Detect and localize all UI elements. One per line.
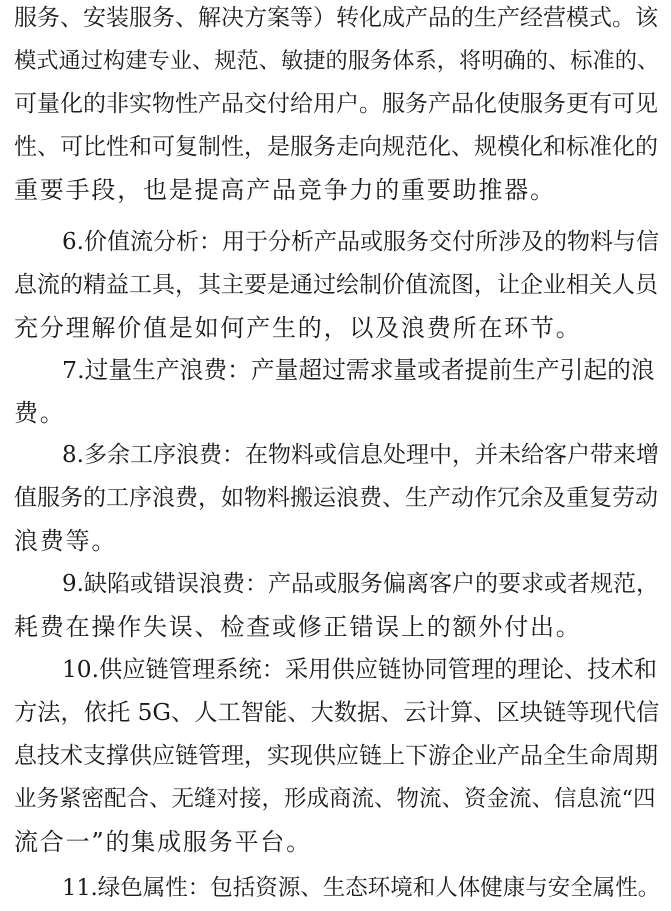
paragraph-8-heading-line: 8.多余工序浪费：在物料或信息处理中，并未给客户带来增 [62,442,659,468]
paragraph-11-heading-line: 11.绿色属性：包括资源、生态环境和人体健康与安全属性。 [62,875,661,901]
text-line: 值服务的工序浪费，如物料搬运浪费、生产动作冗余及重复劳动 [14,485,658,511]
text-line: 息技术支撑供应链管理，实现供应链上下游企业产品全生命周期 [14,743,658,769]
text-line: 流合一”的集成服务平台。 [14,828,312,856]
text-line: 模式通过构建专业、规范、敏捷的服务体系，将明确的、标准的、 [14,48,660,74]
text-line: 费。 [14,399,66,427]
paragraph-7-heading-line: 7.过量生产浪费：产量超过需求量或者提前生产引起的浪 [62,356,655,384]
text-line: 方法，依托 5G、人工智能、大数据、云计算、区块链等现代信 [14,699,660,726]
paragraph-6-heading-line: 6.价值流分析：用于分析产品或服务交付所涉及的物料与信 [62,229,659,255]
text-line: 重要手段，也是提高产品竞争力的重要助推器。 [14,176,556,204]
paragraph-9-heading-line: 9.缺陷或错误浪费：产品或服务偏离客户的要求或者规范， [62,571,659,597]
text-line: 息流的精益工具，其主要是通过绘制价值流图，让企业相关人员 [14,272,658,298]
text-line: 耗费在操作失误、检查或修正错误上的额外付出。 [14,613,582,641]
paragraph-10-heading-line: 10.供应链管理系统：采用供应链协同管理的理论、技术和 [62,656,657,683]
text-line: 业务紧密配合、无缝对接，形成商流、物流、资金流、信息流“四 [14,786,656,812]
text-line: 可量化的非实物性产品交付给用户。服务产品化使服务更有可见 [14,91,658,117]
text-line: 浪费等。 [14,527,118,555]
text-line: 性、可比性和可复制性，是服务走向规范化、规模化和标准化的 [14,134,658,160]
text-line: 服务、安装服务、解决方案等）转化成产品的生产经营模式。该 [14,5,658,31]
text-line: 充分理解价值是如何产生的，以及浪费所在环节。 [14,314,582,342]
